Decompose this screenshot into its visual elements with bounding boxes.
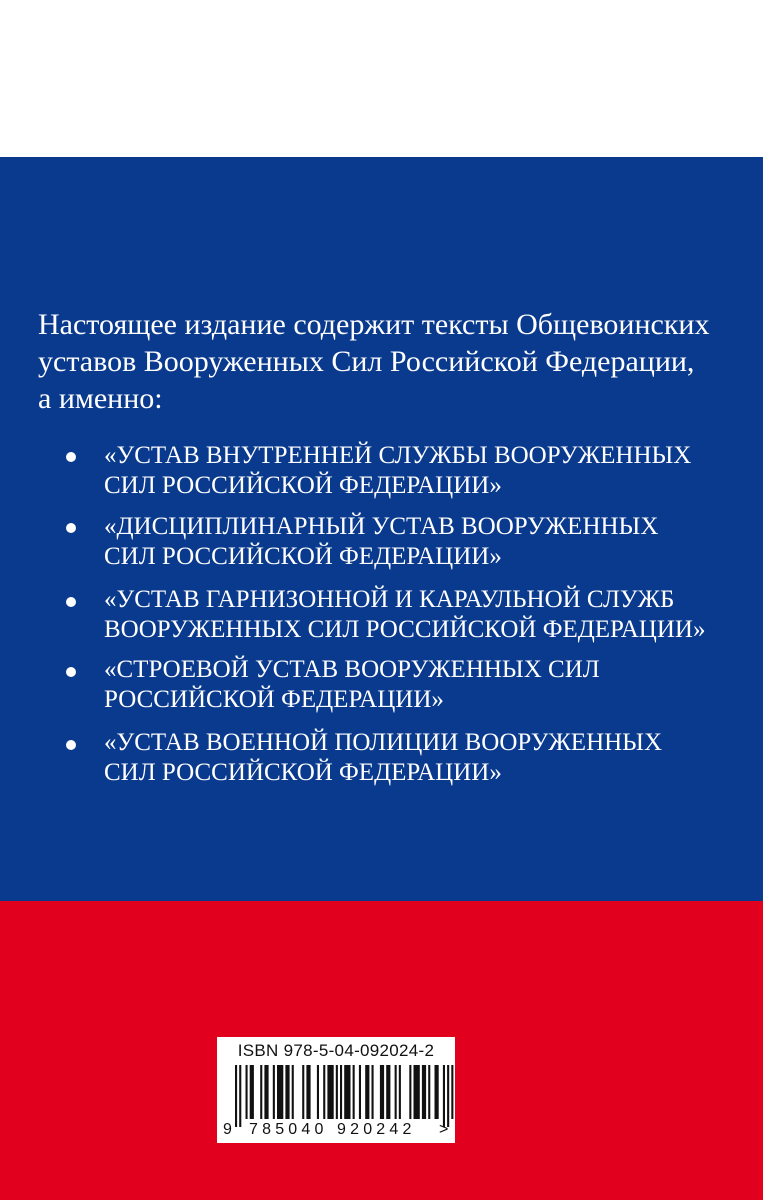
flag-band-white [0, 0, 763, 157]
barcode-bar [365, 1065, 369, 1119]
barcode-bar [435, 1065, 439, 1119]
barcode-digits-right: 920242 [337, 1121, 416, 1138]
barcode-bar [344, 1065, 350, 1119]
barcode-bar [422, 1065, 426, 1119]
barcode-bar [409, 1065, 411, 1119]
intro-line: а именно: [38, 382, 163, 415]
work-item-line: «УСТАВ ВОЕННОЙ ПОЛИЦИИ ВООРУЖЕННЫХ [104, 729, 663, 756]
barcode-bar [386, 1065, 390, 1119]
barcode-bar [264, 1065, 268, 1119]
work-item-line: СИЛ РОССИЙСКОЙ ФЕДЕРАЦИИ» [104, 472, 502, 499]
barcode-digit-first: 9 [223, 1121, 232, 1138]
barcode-bar [443, 1065, 445, 1127]
barcode-bar [235, 1065, 237, 1127]
intro-line: уставов Вооруженных Сил Российской Федерации, [38, 345, 695, 378]
work-item-line: ВООРУЖЕННЫХ СИЛ РОССИЙСКОЙ ФЕДЕРАЦИИ» [104, 616, 706, 643]
barcode-digit-end: > [439, 1121, 449, 1138]
barcode-bar [414, 1065, 420, 1119]
barcode-bar [317, 1065, 319, 1119]
barcode-bar [306, 1065, 310, 1119]
barcode-bar [340, 1065, 342, 1119]
bullet-icon [66, 452, 76, 462]
intro-paragraph [38, 306, 738, 417]
barcode-bar [277, 1065, 283, 1119]
work-item-line: СИЛ РОССИЙСКОЙ ФЕДЕРАЦИИ» [104, 543, 502, 570]
bullet-icon [66, 523, 76, 533]
barcode-bar [399, 1065, 401, 1119]
work-item-line: СИЛ РОССИЙСКОЙ ФЕДЕРАЦИИ» [104, 759, 502, 786]
barcode-bar [260, 1065, 262, 1119]
work-item-line: РОССИЙСКОЙ ФЕДЕРАЦИИ» [104, 686, 444, 713]
barcode-bar [336, 1065, 338, 1119]
work-item-line: «СТРОЕВОЙ УСТАВ ВООРУЖЕННЫХ СИЛ [104, 656, 600, 683]
barcode-bar [285, 1065, 289, 1119]
barcode-bar [359, 1065, 361, 1119]
barcode-bar [292, 1065, 294, 1119]
barcode-bar [447, 1065, 449, 1127]
bullet-icon [66, 597, 76, 607]
bullet-icon [66, 667, 76, 677]
bullet-icon [66, 740, 76, 750]
barcode-bar [250, 1065, 254, 1119]
work-item-line: «УСТАВ ГАРНИЗОННОЙ И КАРАУЛЬНОЙ СЛУЖБ [104, 586, 675, 613]
barcode-bar [353, 1065, 355, 1119]
barcode-bar [372, 1065, 374, 1119]
barcode-bar [239, 1065, 241, 1127]
isbn-barcode [217, 1037, 455, 1143]
work-item-line: «ДИСЦИПЛИНАРНЫЙ УСТАВ ВООРУЖЕННЫХ [104, 513, 659, 540]
barcode-bar [395, 1065, 397, 1119]
barcode-bar [246, 1065, 248, 1119]
barcode-bar [380, 1065, 384, 1119]
barcode-bar [327, 1065, 333, 1119]
work-item-line: «УСТАВ ВНУТРЕННЕЙ СЛУЖБЫ ВООРУЖЕННЫХ [104, 442, 692, 469]
barcode-bar [323, 1065, 325, 1119]
isbn-label: ISBN 978-5-04-092024-2 [237, 1041, 435, 1060]
barcode-bar [273, 1065, 275, 1119]
barcode-bar [428, 1065, 430, 1119]
barcode-bar [302, 1065, 304, 1119]
barcode-digits-left: 785040 [249, 1121, 328, 1138]
intro-line: Настоящее издание содержит тексты Общевоинских [38, 308, 710, 341]
barcode-bar [451, 1065, 453, 1119]
